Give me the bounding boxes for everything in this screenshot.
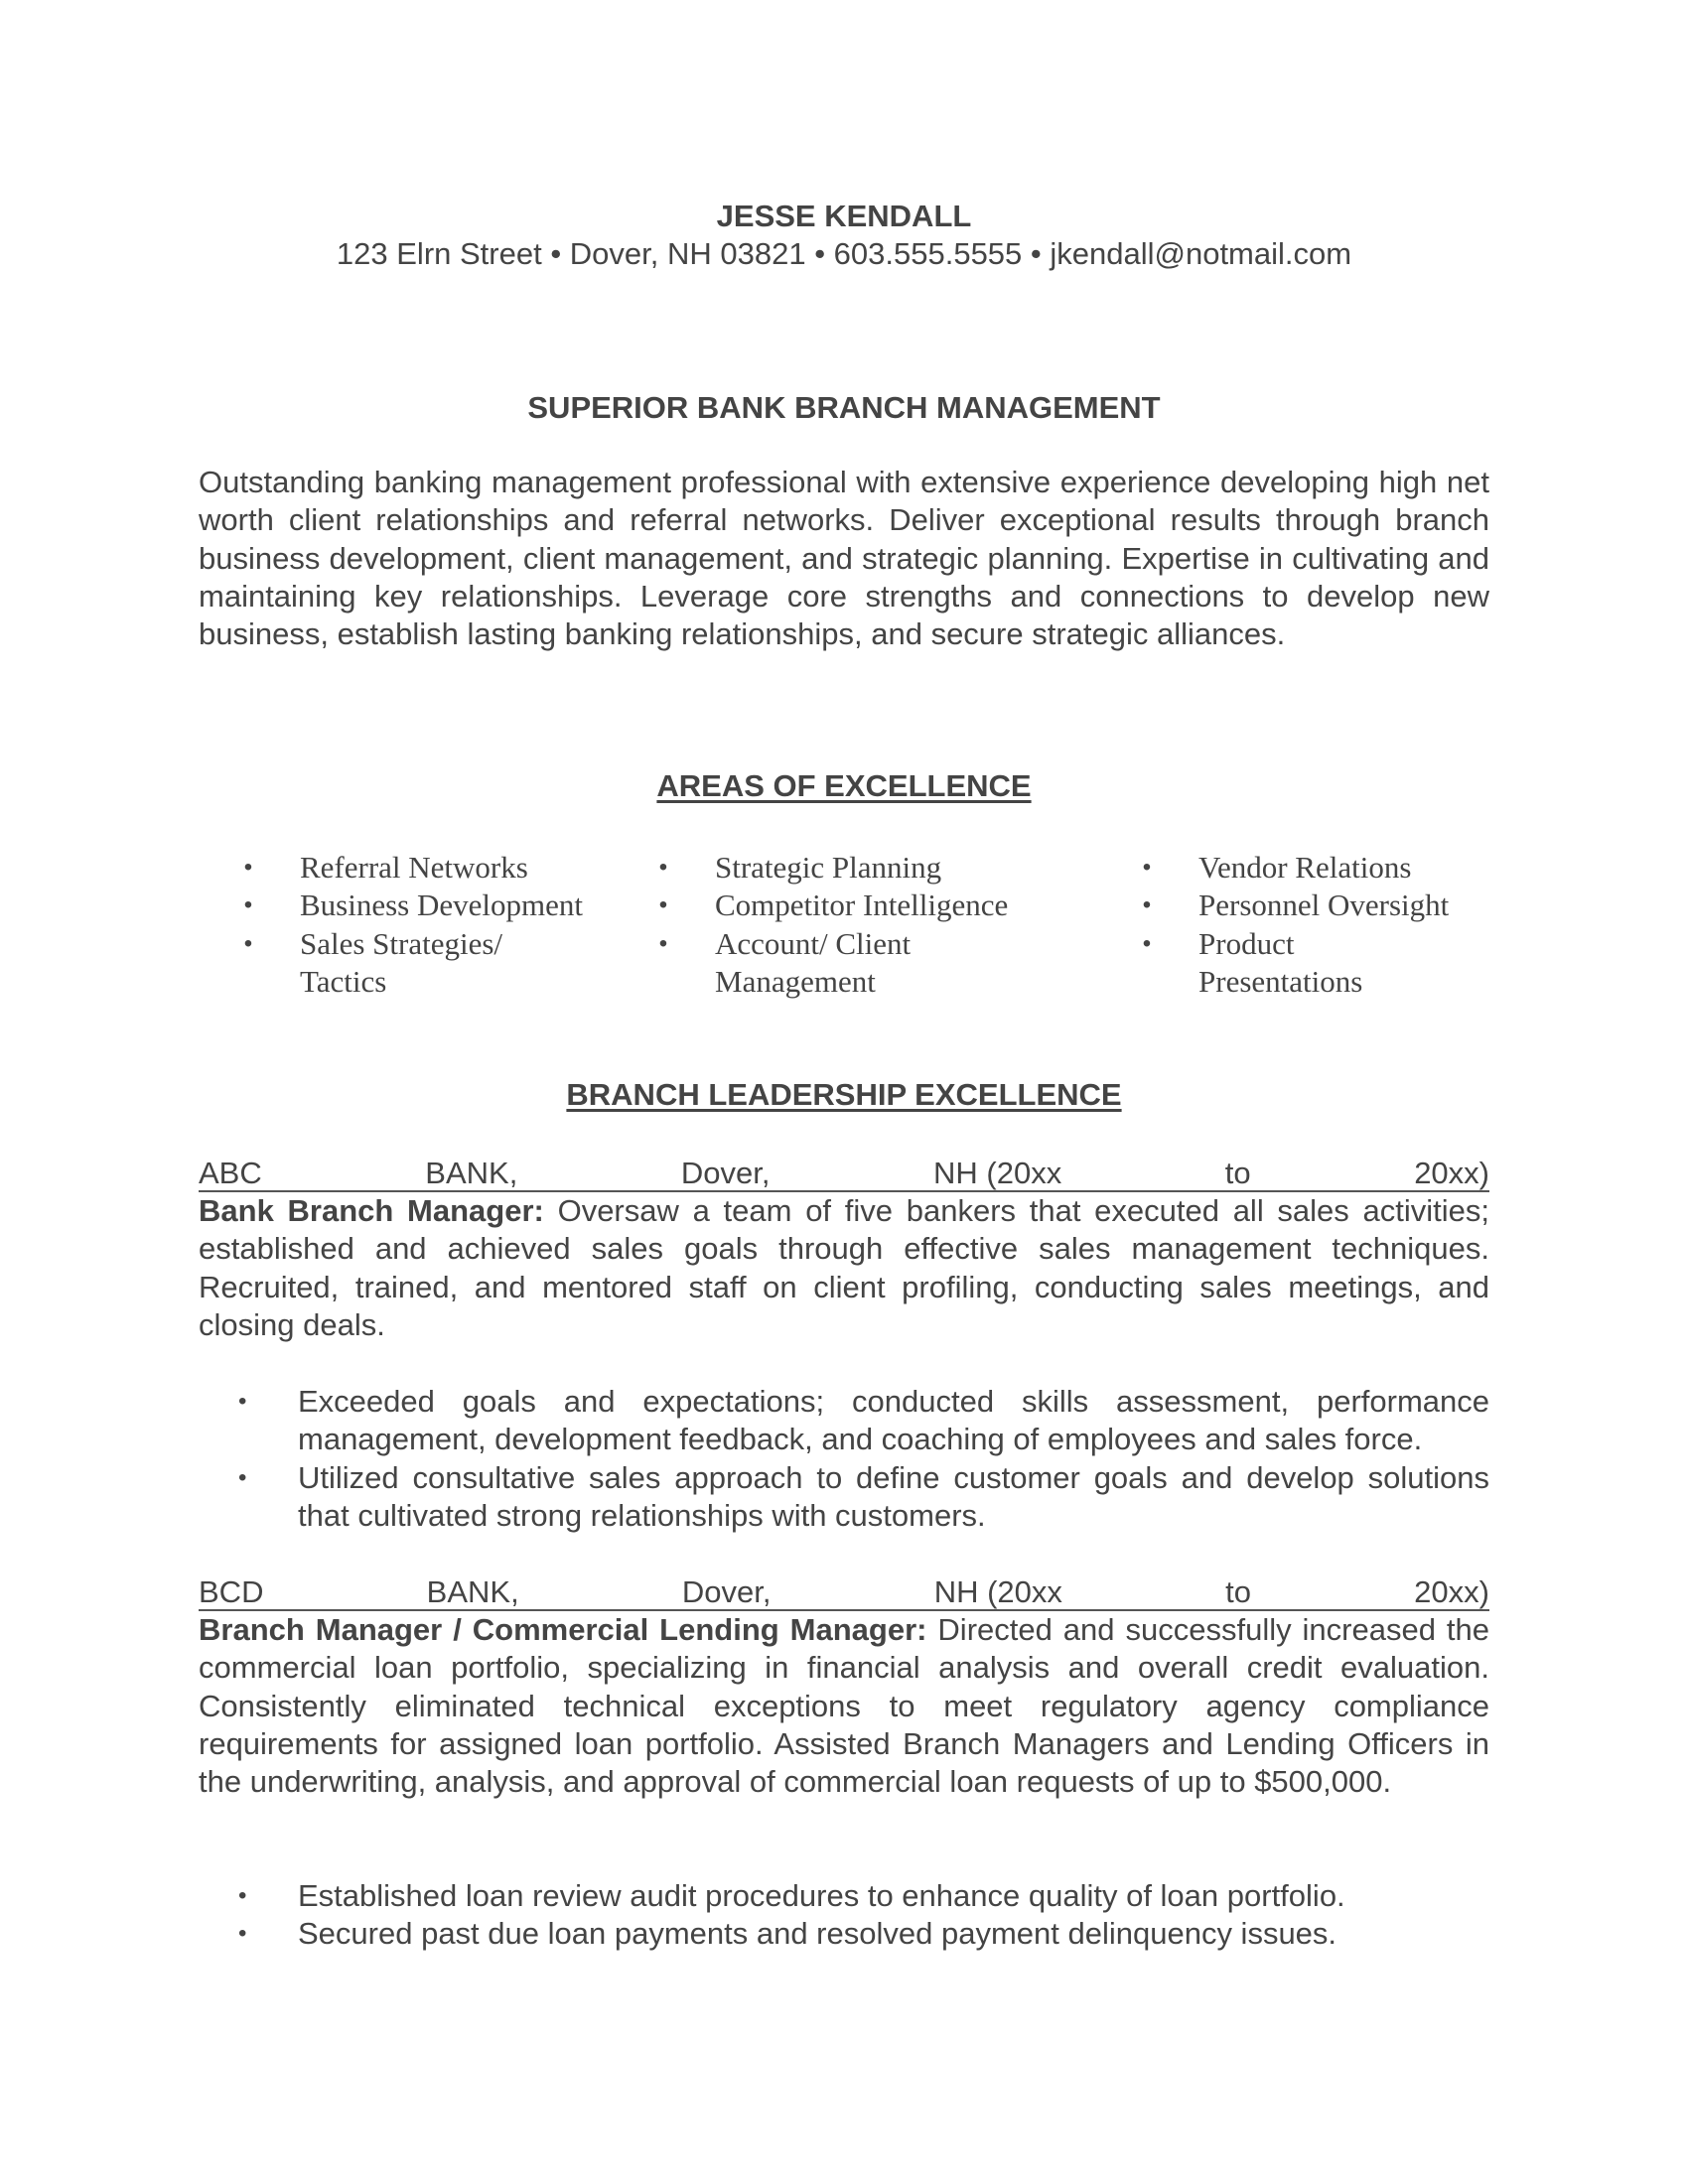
bullet-icon: • — [658, 891, 668, 919]
employer-word: BCD — [199, 1574, 264, 1609]
bullet-icon: • — [238, 1463, 247, 1491]
employer-word: to — [1224, 1156, 1251, 1190]
area-item: • Product Presentations — [1137, 925, 1427, 1002]
summary-heading: SUPERIOR BANK BRANCH MANAGEMENT — [527, 390, 1161, 425]
job-2-employer-line — [199, 1573, 1489, 1611]
bullet-icon: • — [243, 891, 253, 919]
candidate-name: JESSE KENDALL — [716, 199, 972, 233]
job-1-role: Bank Branch Manager: — [199, 1193, 544, 1228]
contact-line: 123 Elrn Street • Dover, NH 03821 • 603.555.5555 • jkendall@notmail.com — [336, 236, 1352, 271]
achievement-item: • Utilized consultative sales approach to define customer goals and develop solutions that cultivated strong relationships with customers. — [238, 1459, 1489, 1533]
bullet-icon: • — [1142, 854, 1152, 881]
area-item: • Sales Strategies/ Tactics — [238, 925, 528, 1002]
area-item: • Personnel Oversight — [1137, 887, 1514, 924]
areas-heading — [199, 768, 1489, 804]
bullet-icon: • — [658, 929, 668, 957]
areas-column-3 — [1137, 849, 1514, 1001]
achievement-item: • Established loan review audit procedures to enhance quality of loan portfolio. — [238, 1877, 1489, 1915]
bullet-icon: • — [238, 1920, 247, 1948]
job-1-description — [199, 1192, 1489, 1344]
employer-word: to — [1225, 1574, 1251, 1609]
employer-word: NH (20xx — [933, 1574, 1062, 1609]
bullet-icon: • — [1142, 891, 1152, 919]
employer-word: ABC — [199, 1156, 262, 1190]
summary-text: Outstanding banking management professional with extensive experience developing high net worth client relationships and referral networks. Deliver exceptional results through branch business development, client management, and strategic planning. Expertise in cultivating and maintaining key relationships. Leverage core strengths and connections to develop new business, establish lasting banking relationships, and secure strategic alliances. — [199, 465, 1489, 652]
achievement-item: • Secured past due loan payments and resolved payment delinquency issues. — [238, 1915, 1489, 1953]
areas-column-2 — [653, 849, 1070, 1001]
employer-word: Dover, — [681, 1574, 772, 1609]
employer-word: NH (20xx — [933, 1156, 1062, 1190]
area-item: • Strategic Planning — [653, 849, 1070, 887]
area-item: • Competitor Intelligence — [653, 887, 1070, 924]
area-item: • Account/ Client Management — [653, 925, 1003, 1002]
area-item: • Referral Networks — [238, 849, 635, 887]
job-1-description-text: Oversaw a team of five bankers that executed all sales activities; established and achieved sales goals through effective sales management techniques. Recruited, trained, and mentored staff on client profiling, conducting sales meetings, and closing deals. — [199, 1193, 1489, 1342]
achievement-item: • Exceeded goals and expectations; conducted skills assessment, performance management, development feedback, and coaching of employees and sales force. — [238, 1384, 1489, 1457]
areas-heading-text: AREAS OF EXCELLENCE — [656, 768, 1032, 803]
job-2-description — [199, 1611, 1489, 1801]
bullet-icon: • — [1142, 929, 1152, 957]
experience-heading — [199, 1077, 1489, 1113]
job-2-description-text: Directed and successfully increased the commercial loan portfolio, specializing in financial analysis and overall credit evaluation. Consistently eliminated technical exceptions to meet regulatory agency compliance requirements for assigned loan portfolio. Assisted Branch Managers and Lending Officers in the underwriting, analysis, and approval of commercial loan requests of up to $500,000. — [199, 1612, 1490, 1800]
employer-word: Dover, — [680, 1156, 771, 1190]
bullet-icon: • — [658, 854, 668, 881]
job-2-achievements — [238, 1877, 1489, 1954]
employer-word: 20xx) — [1414, 1156, 1489, 1190]
area-item: • Business Development — [238, 887, 635, 924]
area-item: • Vendor Relations — [1137, 849, 1514, 887]
bullet-icon: • — [238, 1388, 247, 1415]
experience-heading-text: BRANCH LEADERSHIP EXCELLENCE — [566, 1077, 1122, 1112]
bullet-icon: • — [243, 929, 253, 957]
job-1-employer-line — [199, 1155, 1489, 1192]
job-2-role: Branch Manager / Commercial Lending Manager: — [199, 1612, 927, 1647]
employer-word: BANK, — [426, 1574, 519, 1609]
job-1-achievements — [238, 1383, 1489, 1535]
areas-column-1 — [238, 849, 635, 1001]
employer-word: BANK, — [425, 1156, 518, 1190]
bullet-icon: • — [238, 1882, 247, 1909]
employer-word: 20xx) — [1414, 1574, 1489, 1609]
bullet-icon: • — [243, 854, 253, 881]
